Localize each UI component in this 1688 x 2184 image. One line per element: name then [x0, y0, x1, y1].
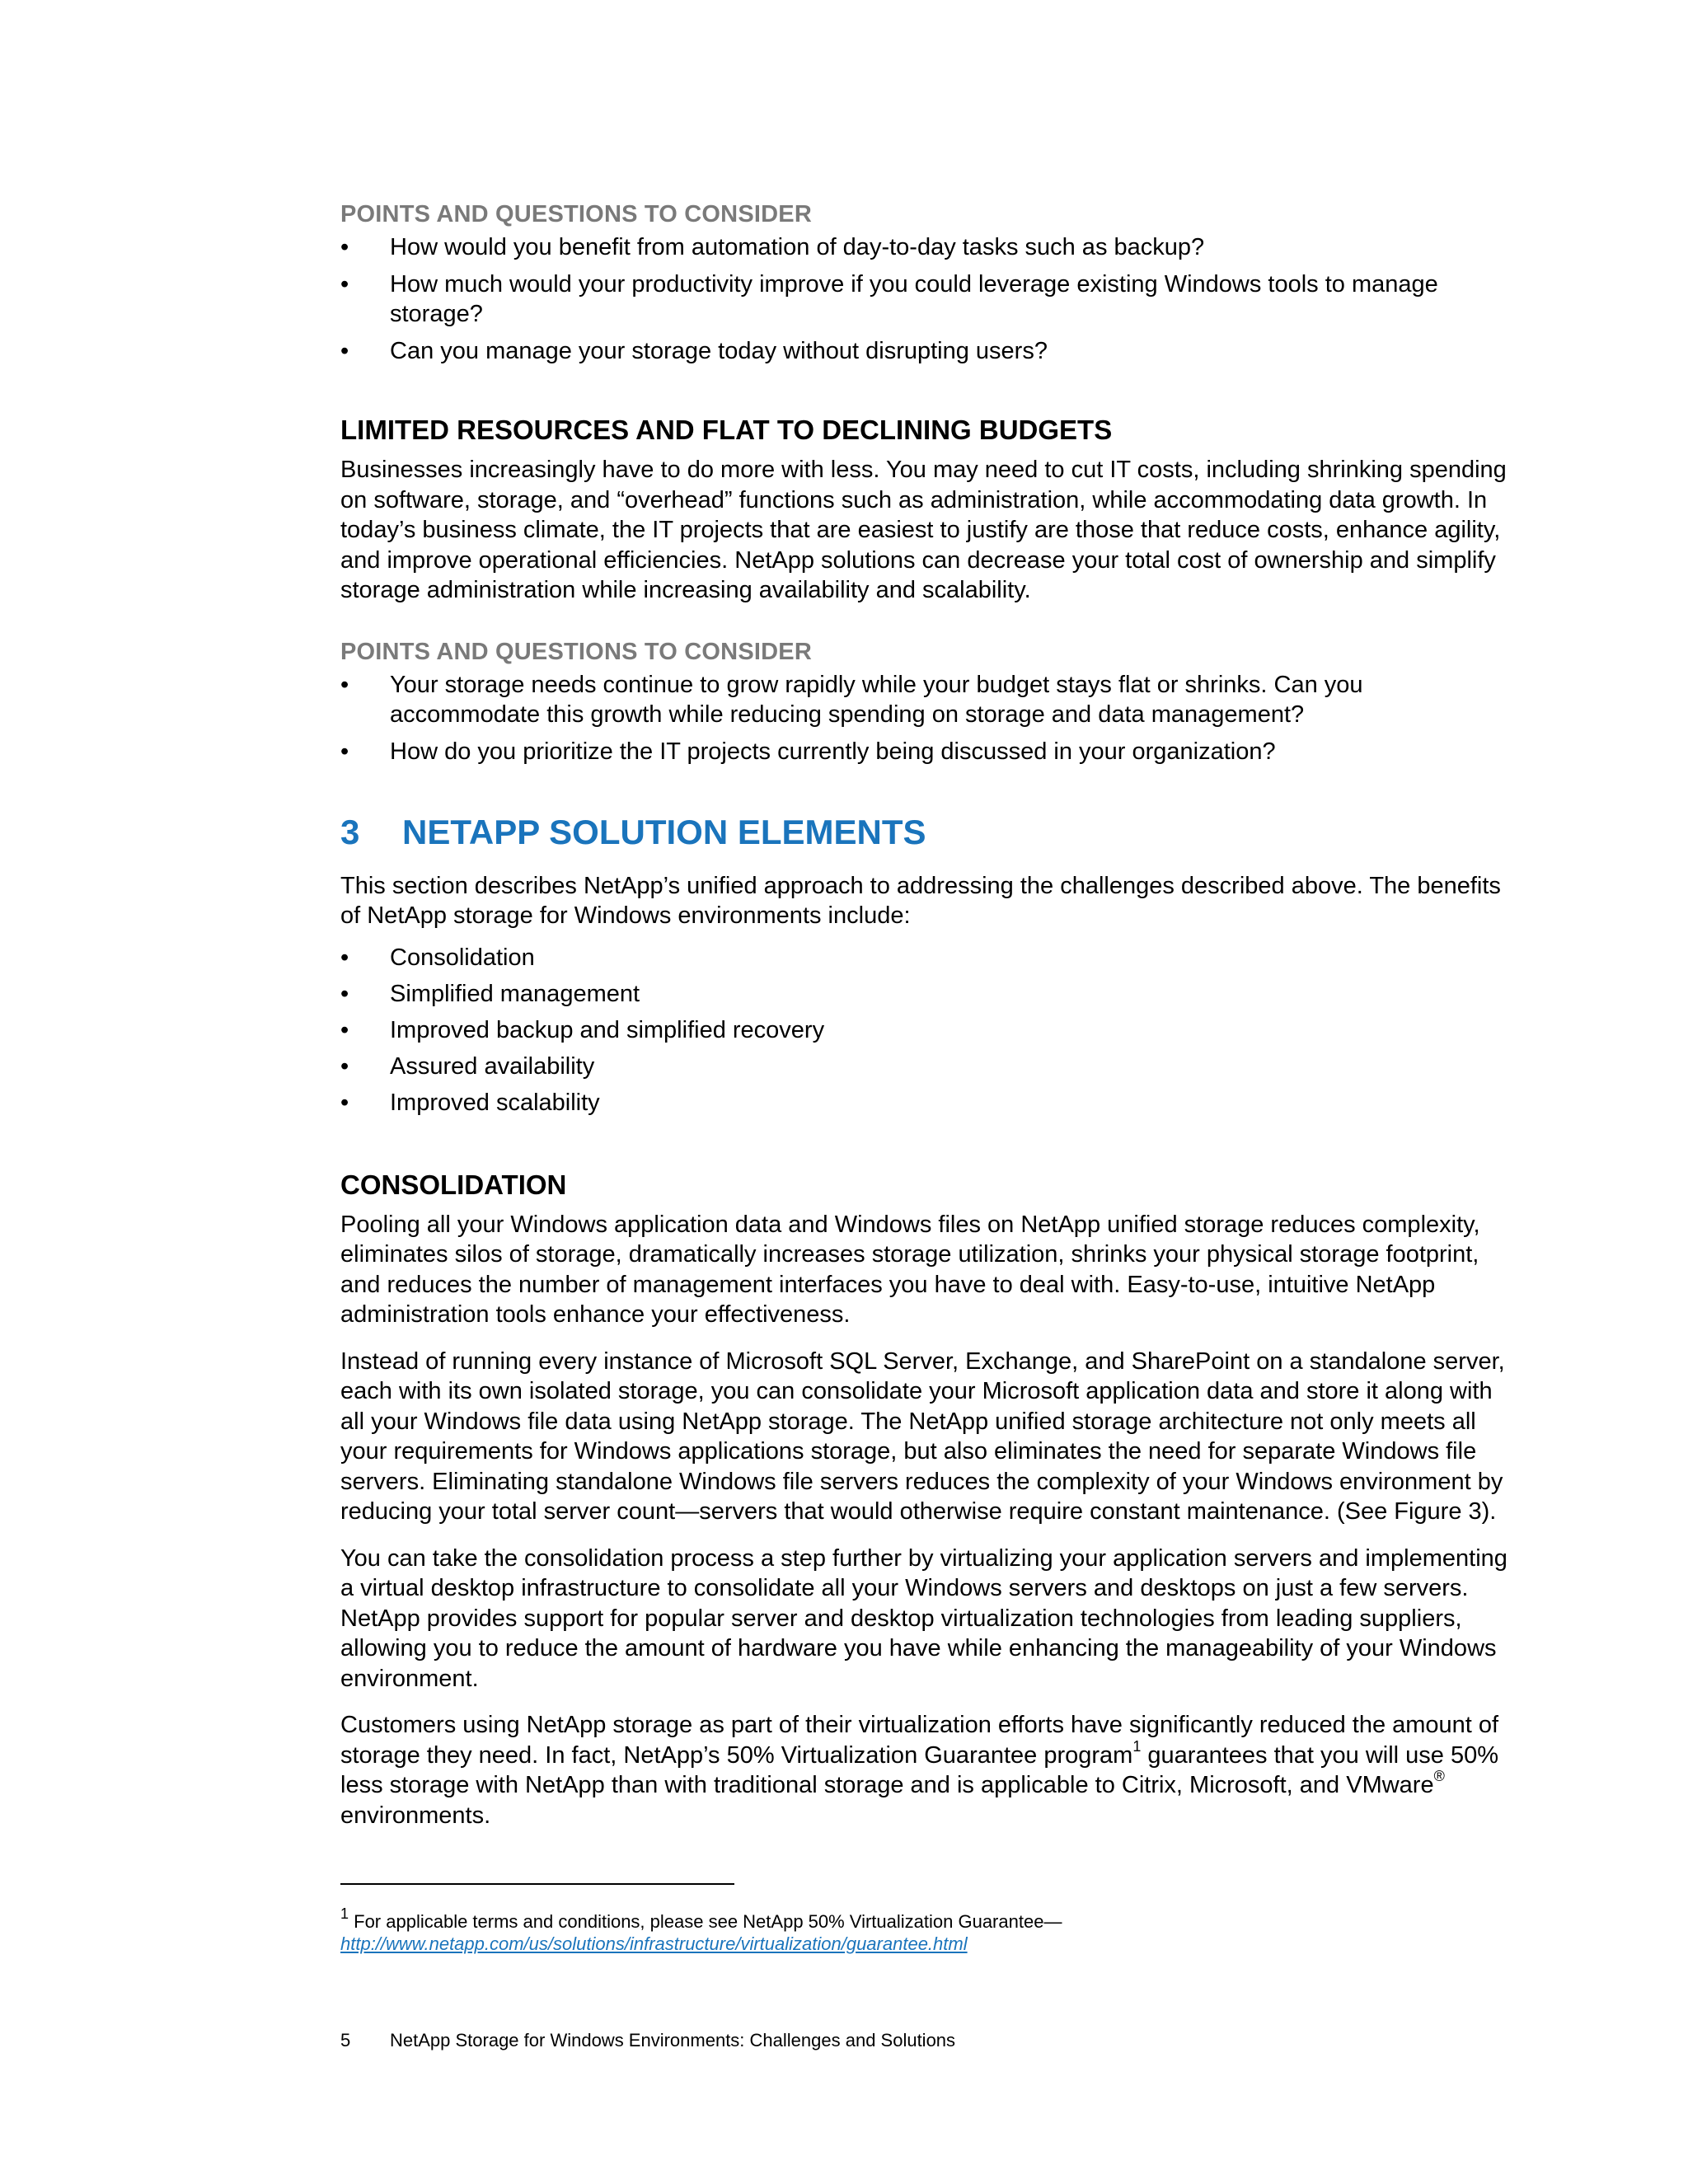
footnote-reference[interactable]: 1 [1132, 1737, 1142, 1755]
benefits-list [340, 943, 1511, 1118]
chapter-number: 3 [340, 812, 360, 851]
questions-list-2 [340, 670, 1511, 766]
points-heading-1: POINTS AND QUESTIONS TO CONSIDER [340, 201, 812, 227]
bullet-icon: • [340, 338, 349, 364]
list-item: • Your storage needs continue to grow rapidly while your budget stays flat or shrinks. Can you accommodate this growth while reducing spending on storage and data management? [340, 671, 1363, 728]
list-item: • Assured availability [340, 1052, 595, 1080]
chapter-intro-paragraph: This section describes NetApp’s unified approach to addressing the challenges described above. The benefits of NetApp storage for Windows environments include: [340, 872, 1501, 929]
section-heading-limited-resources: LIMITED RESOURCES AND FLAT TO DECLINING BUDGETS [340, 415, 1113, 445]
list-item: • How do you prioritize the IT projects currently being discussed in your organization? [340, 738, 1276, 765]
list-item: • How would you benefit from automation of day-to-day tasks such as backup? [340, 234, 1205, 260]
consolidation-paragraph-3: You can take the consolidation process a step further by virtualizing your application servers and implementing a virtual desktop infrastructure to consolidate all your Windows servers and desktops on just a few servers. NetApp provides support for popular server and desktop virtualization technologies from leading suppliers, allowing you to reduce the amount of hardware you have while enhancing the manageability of your Windows environment. [340, 1544, 1507, 1692]
bullet-icon: • [340, 980, 349, 1007]
bullet-icon: • [340, 1052, 349, 1080]
consolidation-paragraph-1: Pooling all your Windows application data and Windows files on NetApp unified storage reduces complexity, eliminates silos of storage, dramatically increases storage utilization, shrinks your physical storage footprint, and reduces the number of management interfaces you have to deal with. Easy-to-use, intuitive NetApp administration tools enhance your effectiveness. [340, 1211, 1480, 1328]
page-footer [340, 2029, 955, 2052]
list-item: • Consolidation [340, 944, 535, 971]
bullet-icon: • [340, 271, 349, 298]
questions-list-1 [340, 232, 1511, 366]
page-number: 5 [340, 2030, 351, 2050]
list-item: • How much would your productivity improve if you could leverage existing Windows tools to manage storage? [340, 271, 1438, 327]
bullet-icon: • [340, 1089, 349, 1116]
bullet-icon: • [340, 671, 349, 698]
limited-resources-paragraph: Businesses increasingly have to do more with less. You may need to cut IT costs, including shrinking spending on software, storage, and “overhead” functions such as administration, while accommodating data growth. In today’s business climate, the IT projects that are easiest to justify are those that reduce costs, enhance agility, and improve operational efficiencies. NetApp solutions can decrease your total cost of ownership and simplify storage administration while increasing availability and scalability. [340, 457, 1507, 603]
footnote-text: For applicable terms and conditions, please see NetApp 50% Virtualization Guarantee— [349, 1911, 1062, 1932]
chapter-heading [340, 812, 1511, 853]
footer-title: NetApp Storage for Windows Environments: Challenges and Solutions [390, 2030, 956, 2050]
bullet-icon: • [340, 738, 349, 765]
page-content [340, 199, 1511, 1847]
registered-mark: ® [1433, 1768, 1445, 1785]
footnote-marker: 1 [340, 1905, 349, 1922]
footnote-separator [340, 1883, 734, 1885]
list-item: • Simplified management [340, 980, 640, 1007]
points-heading-2: POINTS AND QUESTIONS TO CONSIDER [340, 638, 812, 665]
bullet-icon: • [340, 234, 349, 260]
section-heading-consolidation: CONSOLIDATION [340, 1169, 567, 1200]
bullet-icon: • [340, 944, 349, 971]
consolidation-paragraph-2: Instead of running every instance of Microsoft SQL Server, Exchange, and SharePoint on a standalone server, each with its own isolated storage, you can consolidate your Microsoft application data and store it along with all your Windows file data using NetApp storage. The NetApp unified storage architecture not only meets all your requirements for Windows applications storage, but also eliminates the need for separate Windows file servers. Eliminating standalone Windows file servers reduces the complexity of your Windows environment by reducing your total server count—servers that would otherwise require constant maintenance. (See Figure 3). [340, 1347, 1505, 1525]
footnote [340, 1905, 1511, 1955]
bullet-icon: • [340, 1016, 349, 1043]
list-item: • Improved backup and simplified recovery [340, 1016, 825, 1043]
list-item: • Improved scalability [340, 1089, 600, 1116]
consolidation-paragraph-4: Customers using NetApp storage as part of their virtualization efforts have significantly reduced the amount of storage they need. In fact, NetApp’s 50% Virtualization Guarantee program$^1$ guarantees that you will use 50% less storage with NetApp than with traditional storage and is applicable to Citrix, Microsoft, and VMware® environments. [340, 1712, 1499, 1829]
list-item: • Can you manage your storage today without disrupting users? [340, 338, 1048, 364]
chapter-title: NETAPP SOLUTION ELEMENTS [402, 812, 926, 851]
footnote-link[interactable]: http://www.netapp.com/us/solutions/infrastructure/virtualization/guarantee.html [340, 1933, 968, 1954]
